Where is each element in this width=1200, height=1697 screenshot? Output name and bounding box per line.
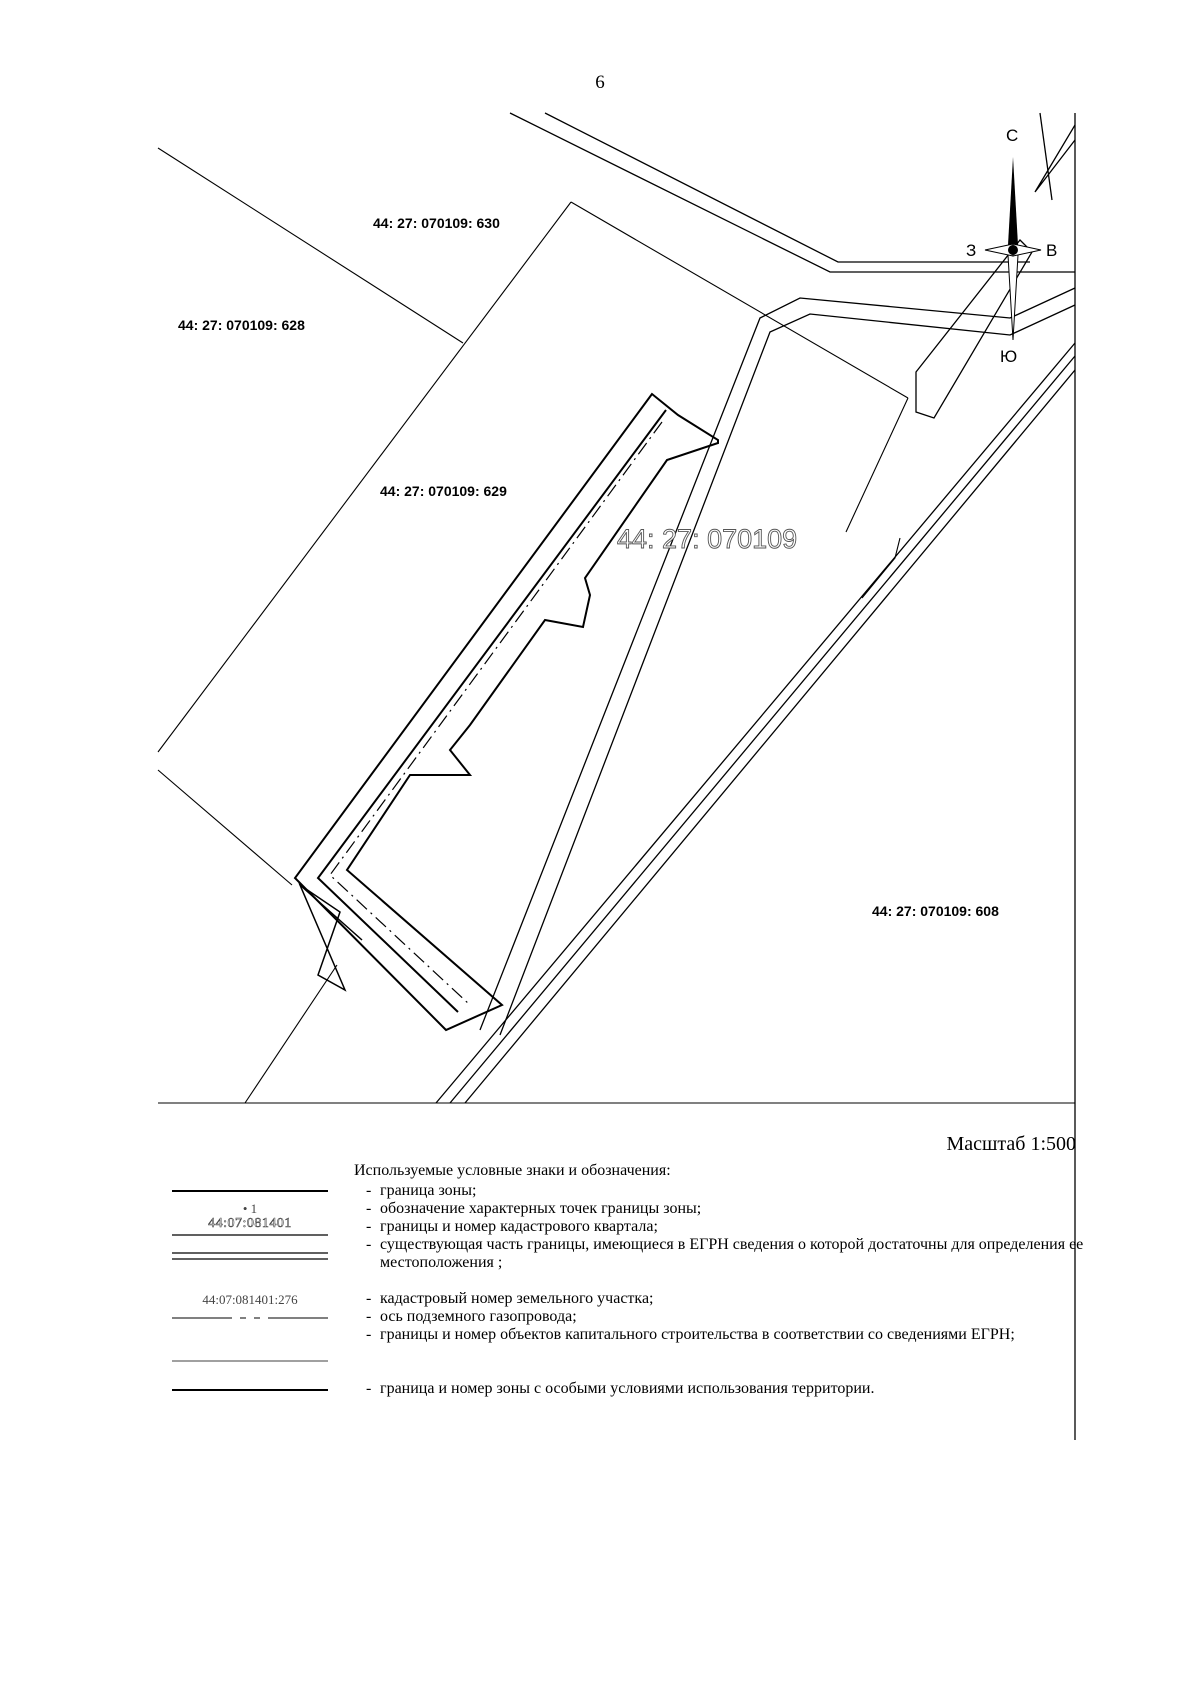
legend-item: - ось подземного газопровода; [366,1308,577,1325]
legend-item: - границы и номер объектов капитального строительства в соответствии со сведениями ЕГРН; [366,1326,1015,1343]
legend-symbol-quarter-boundary [170,1232,330,1238]
road-boundaries [436,113,1075,1103]
legend-symbol-quarter-number: 44:07:081401 [208,1216,292,1231]
legend-symbol-point: • 1 [242,1201,258,1216]
legend-symbol-existing-boundary [170,1250,330,1262]
legend-symbol-special-zone [170,1387,330,1393]
parcel-label-629: 44: 27: 070109: 629 [380,483,507,499]
parcel-label-628: 44: 27: 070109: 628 [178,317,305,333]
compass-rose [966,126,1057,366]
parcel-boundaries [158,148,908,1103]
compass-north-label: С [1006,126,1019,145]
parcel-label-630: 44: 27: 070109: 630 [373,215,500,231]
scale-label: Масштаб 1:500 [946,1133,1076,1155]
legend-symbol-capital-objects [170,1358,330,1364]
cadastral-quarter-label: 44: 27: 070109 [617,524,798,554]
compass-south-label: Ю [1000,347,1018,366]
legend-item: - обозначение характерных точек границы зоны; [366,1200,702,1217]
legend-symbol-gas-pipeline [170,1315,330,1321]
legend-title: Используемые условные знаки и обозначения: [354,1162,671,1179]
legend-item: - граница и номер зоны с особыми условиями использования территории. [366,1380,875,1397]
page-number: 6 [595,72,605,93]
parcel-label-608: 44: 27: 070109: 608 [872,903,999,919]
compass-east-label: В [1046,241,1058,260]
legend-item: - граница зоны; [366,1182,477,1199]
compass-west-label: З [966,241,977,260]
gas-pipeline-axis [330,422,662,1005]
legend-item: - существующая часть границы, имеющиеся в ЕГРН сведения о которой достаточны для определения ее местоположения ; [366,1236,1084,1271]
legend-symbol-zone-boundary [170,1188,330,1194]
legend-symbol-parcel-number: 44:07:081401:276 [202,1292,298,1307]
legend-item: - кадастровый номер земельного участка; [366,1290,654,1307]
legend-item: - границы и номер кадастрового квартала; [366,1218,658,1235]
